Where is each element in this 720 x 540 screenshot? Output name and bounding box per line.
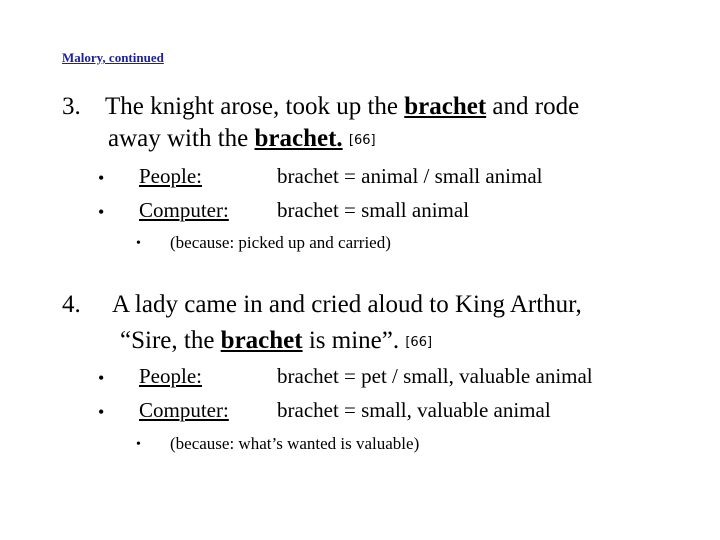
item-3-line-2	[108, 124, 376, 156]
item-4-note: (because: what’s wanted is valuable)	[170, 434, 420, 453]
item-4-line-2	[120, 326, 432, 358]
item-4-term-brachet: brachet	[220, 327, 303, 354]
item-4-line-2-post: is mine”.	[302, 327, 400, 354]
item-4-row-computer-meaning: brachet = small, valuable animal	[277, 398, 551, 422]
item-4-row-people-label: People:	[139, 364, 202, 388]
bullet: •	[98, 368, 105, 388]
bullet: •	[98, 402, 105, 422]
item-4-citation: [66]	[405, 335, 433, 350]
item-3-line-2-pre: away with the	[108, 125, 255, 152]
bullet: •	[136, 437, 141, 452]
item-3-line-1	[105, 92, 579, 122]
bullet: •	[98, 168, 105, 188]
item-3-note: (because: picked up and carried)	[170, 233, 391, 252]
item-4-row-people-meaning: brachet = pet / small, valuable animal	[277, 364, 593, 388]
header-link[interactable]: Malory, continued	[62, 50, 164, 65]
bullet: •	[98, 202, 105, 222]
item-4-number: 4.	[62, 291, 81, 318]
item-3-term-brachet-2: brachet.	[254, 125, 343, 152]
bullet: •	[136, 236, 141, 251]
item-3-citation: [66]	[348, 133, 376, 148]
item-3-term-brachet: brachet	[404, 93, 487, 120]
item-3-row-people-label: People:	[139, 164, 202, 188]
item-3-row-people-meaning: brachet = animal / small animal	[277, 164, 543, 188]
item-3-number: 3.	[62, 93, 81, 120]
item-3-line-1-pre: The knight arose, took up the	[105, 93, 405, 120]
item-4-line-2-pre: “Sire, the	[120, 327, 221, 354]
item-3-line-1-post: and rode	[486, 93, 580, 120]
item-4-line-1: A lady came in and cried aloud to King Arthur,	[112, 291, 582, 318]
item-4-row-computer-label: Computer:	[139, 398, 229, 422]
item-3-row-computer-meaning: brachet = small animal	[277, 198, 470, 222]
item-3-row-computer-label: Computer:	[139, 198, 229, 222]
